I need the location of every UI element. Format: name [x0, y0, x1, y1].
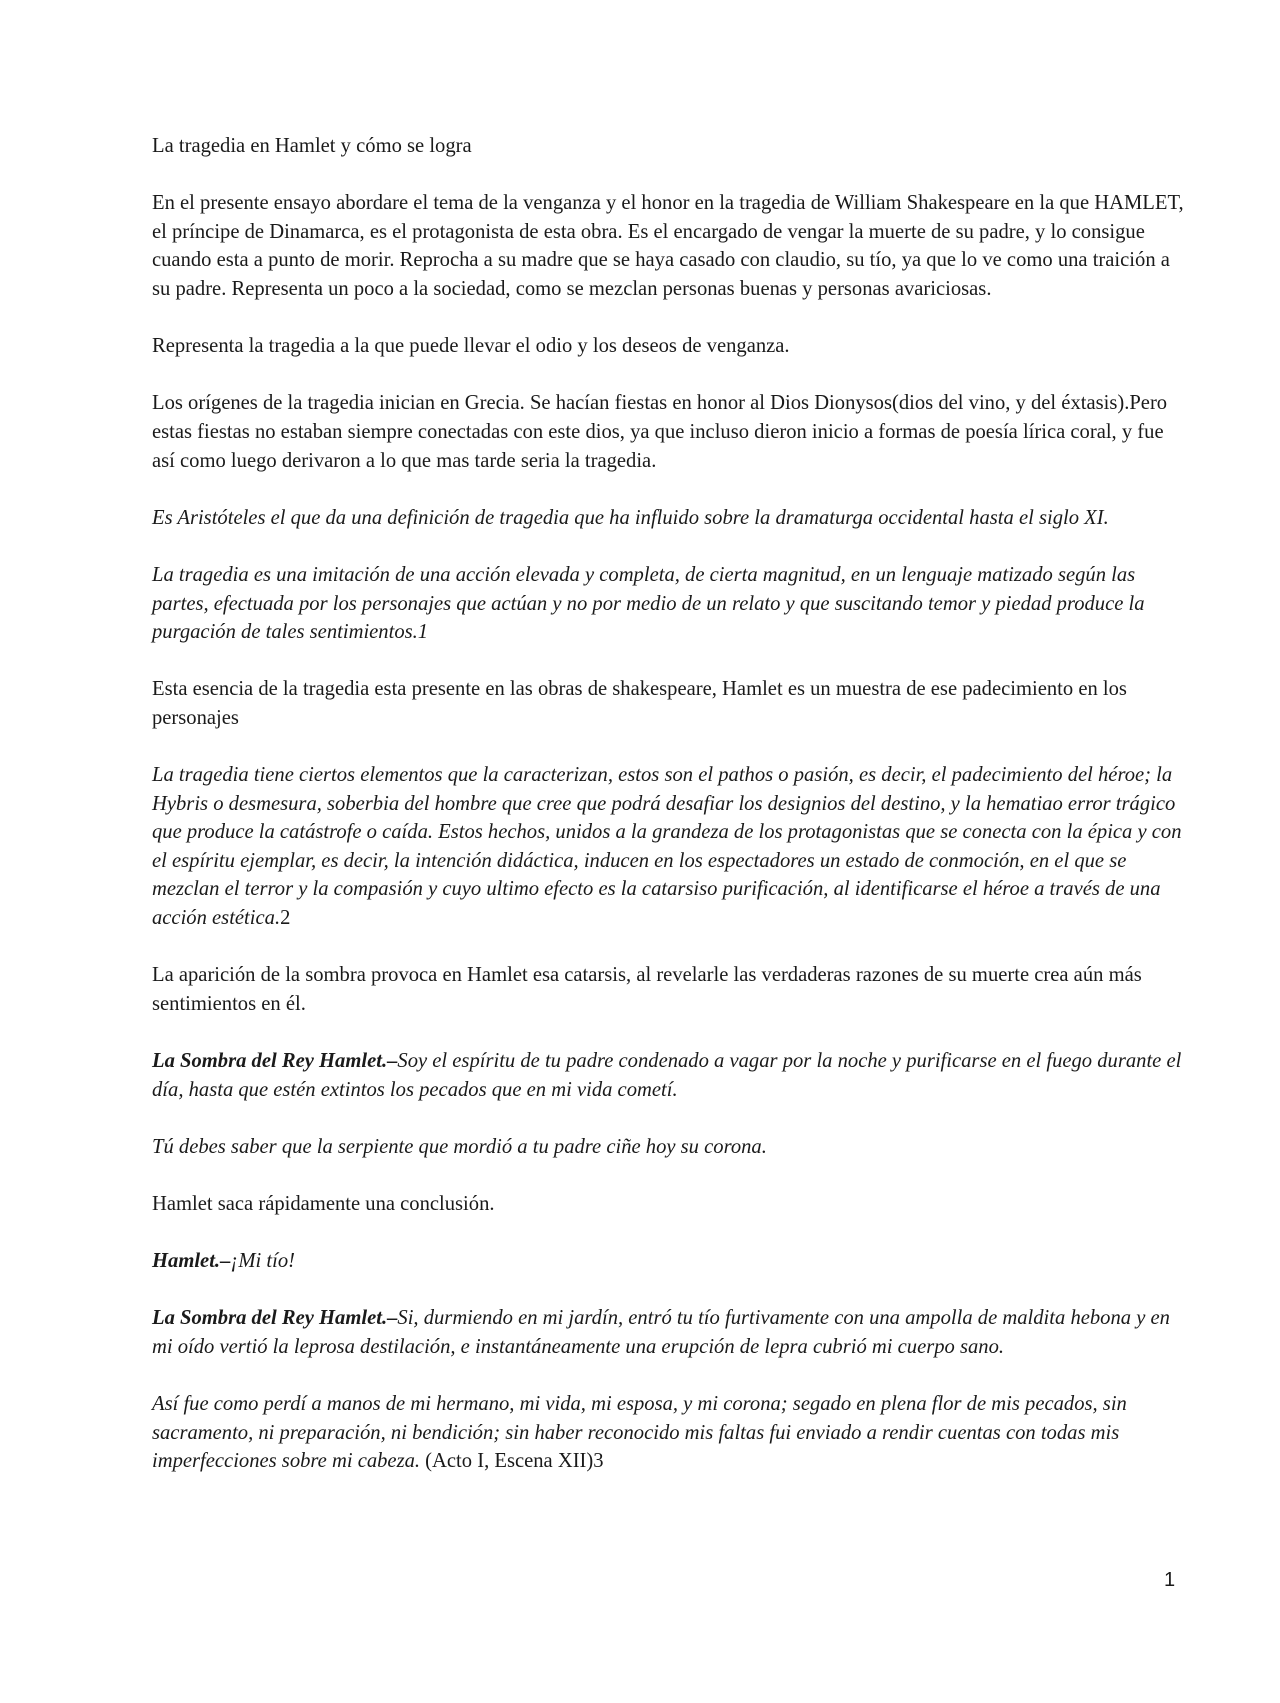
dialogue-hamlet-text: ¡Mi tío! [230, 1250, 296, 1273]
paragraph-conclusion: Hamlet saca rápidamente una conclusión. [152, 1192, 495, 1215]
quote-tragedy-elements [152, 761, 1186, 933]
dialogue-ghost-1 [152, 1047, 1186, 1104]
dialogue-dash: – [220, 1250, 231, 1273]
paragraph-hatred: Representa la tragedia a la que puede llevar el odio y los deseos de venganza. [152, 335, 790, 358]
speaker-ghost: La Sombra del Rey Hamlet. [152, 1050, 388, 1072]
speaker-ghost: La Sombra del Rey Hamlet. [152, 1307, 388, 1330]
paragraph-aristotle: Es Aristóteles el que da una definición de tragedia que ha influido sobre la dramaturga occidental hasta el siglo XI. [152, 506, 1109, 529]
dialogue-dash: – [387, 1307, 398, 1330]
citation-act-scene: (Acto I, Escena XII)3 [420, 1450, 604, 1473]
paragraph-essence: Esta esencia de la tragedia esta presente en las obras de shakespeare, Hamlet es un muestra de ese padecimiento en los personajes [152, 678, 1127, 729]
dialogue-dash: – [387, 1050, 398, 1072]
dialogue-ghost-4 [152, 1390, 1186, 1476]
document-body [152, 132, 1186, 1505]
speaker-hamlet: Hamlet. [152, 1250, 221, 1273]
quote-tragedy-definition: La tragedia es una imitación de una acción elevada y completa, de cierta magnitud, en un lenguaje matizado según las partes, efectuada por los personajes que actúan y no por medio de un relato y que suscitando temor y piedad produce la purgación de tales sentimientos.1 [152, 563, 1145, 644]
dialogue-ghost-2: Tú debes saber que la serpiente que mordió a tu padre ciñe hoy su corona. [152, 1135, 767, 1158]
dialogue-ghost-3 [152, 1304, 1186, 1361]
footnote-ref-2: 2 [280, 907, 291, 930]
page-number: 1 [1164, 1569, 1176, 1591]
dialogue-ghost-1-text: Soy el espíritu de tu padre condenado a vagar por la noche y purificarse en el fuego durante el día, hasta que estén extintos los pecados que en mi vida cometí. [152, 1050, 1182, 1101]
quote-tragedy-elements-text: La tragedia tiene ciertos elementos que la caracterizan, estos son el pathos o pasión, es decir, el padecimiento del héroe; la Hybris o desmesura, soberbia del hombre que cree que podrá desafiar los designios del destino, y la hematiao error trágico que produce la catástrofe o caída. Estos hechos, unidos a la grandeza de los protagonistas que se conecta con la épica y con el espíritu ejemplar, es decir, la intención didáctica, inducen en los espectadores un estado de conmoción, en el que se mezclan el terror y la compasión y cuyo ultimo efecto es la catarsiso purificación, al identificarse el héroe a través de una acción estética. [152, 764, 1182, 930]
dialogue-hamlet [152, 1247, 1186, 1276]
paragraph-origins: Los orígenes de la tragedia inician en Grecia. Se hacían fiestas en honor al Dios Dionysos(dios del vino, y del éxtasis).Pero estas fiestas no estaban siempre conectadas con este dios, ya que incluso dieron inicio a formas de poesía lírica coral, y fue así como luego derivaron a lo que mas tarde seria la tragedia. [152, 392, 1168, 472]
document-title: La tragedia en Hamlet y cómo se logra [152, 135, 472, 157]
dialogue-ghost-3-text: Si, durmiendo en mi jardín, entró tu tío furtivamente con una ampolla de maldita hebona y en mi oído vertió la leprosa destilación, e instantáneamente una erupción de lepra cubrió mi cuerpo sano. [152, 1307, 1170, 1358]
paragraph-intro: En el presente ensayo abordare el tema de la venganza y el honor en la tragedia de William Shakespeare en la que HAMLET, el príncipe de Dinamarca, es el protagonista de esta obra. Es el encargado de vengar la muerte de su padre, y lo consigue cuando esta a punto de morir. Reprocha a su madre que se haya casado con claudio, su tío, ya que lo ve como una traición a su padre. Representa un poco a la sociedad, como se mezclan personas buenas y personas avariciosas. [152, 192, 1184, 300]
dialogue-ghost-4-text: Así fue como perdí a manos de mi hermano, mi vida, mi esposa, y mi corona; segado en plena flor de mis pecados, sin sacramento, ni preparación, ni bendición; sin haber reconocido mis faltas fui enviado a rendir cuentas con todas mis imperfecciones sobre mi cabeza. [152, 1393, 1127, 1473]
paragraph-catharsis: La aparición de la sombra provoca en Hamlet esa catarsis, al revelarle las verdaderas razones de su muerte crea aún más sentimientos en él. [152, 964, 1142, 1015]
